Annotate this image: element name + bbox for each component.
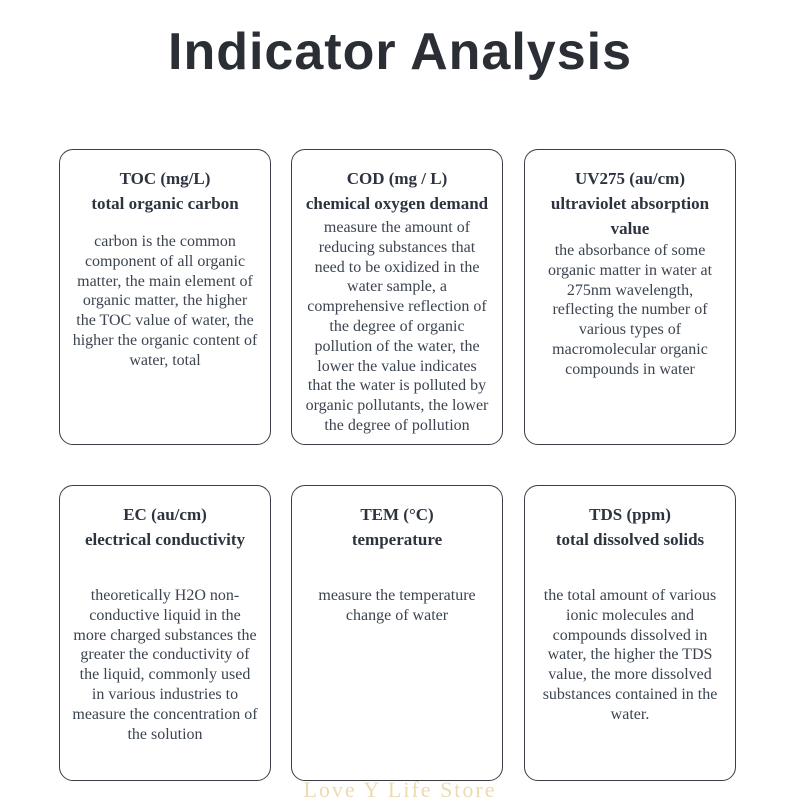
indicator-code: EC (au/cm) — [123, 505, 207, 524]
indicator-name: chemical oxygen demand — [305, 194, 489, 213]
indicator-name: total organic carbon — [91, 194, 239, 213]
indicator-code: COD (mg / L) — [346, 169, 448, 188]
indicator-code: TEM (°C) — [360, 505, 434, 524]
indicator-card-toc — [59, 149, 271, 445]
indicator-name: ultraviolet absorption value — [550, 194, 710, 238]
indicator-name: temperature — [351, 530, 443, 549]
indicator-description: measure the temperature change of water — [318, 587, 476, 624]
indicator-code: UV275 (au/cm) — [574, 169, 685, 188]
indicator-description: theoretically H2O non-conductive liquid in the more charged substances the greater the conductivity of the liquid, commonly used in various industries to measure the concentration of the solution — [72, 587, 258, 743]
indicator-card-tem — [291, 485, 503, 781]
indicator-description: the absorbance of some organic matter in water at 275nm wavelength, reflecting the number of various types of macromolecular organic compounds in water — [547, 242, 713, 378]
page-title: Indicator Analysis — [168, 23, 632, 81]
indicator-card-uv275 — [524, 149, 736, 445]
indicator-name: electrical conductivity — [84, 530, 246, 549]
indicator-code: TOC (mg/L) — [119, 169, 211, 188]
indicator-card-ec — [59, 485, 271, 781]
indicator-description: carbon is the common component of all organic matter, the main element of organic matter, the higher the TOC value of water, the higher the organic content of water, total — [72, 233, 258, 369]
indicator-name: total dissolved solids — [555, 530, 705, 549]
indicator-description: the total amount of various ionic molecules and compounds dissolved in water, the higher the TDS value, the more dissolved substances contained in the water. — [542, 587, 718, 723]
indicator-code: TDS (ppm) — [589, 505, 671, 524]
indicator-card-tds — [524, 485, 736, 781]
indicator-card-cod — [291, 149, 503, 445]
indicator-description: measure the amount of reducing substances that need to be oxidized in the water sample, a comprehensive reflection of the degree of organic pollution of the water, the lower the value indicates that the water is polluted by organic pollutants, the lower the degree of pollution — [305, 219, 489, 434]
store-watermark: Love Y Life Store — [303, 777, 497, 802]
